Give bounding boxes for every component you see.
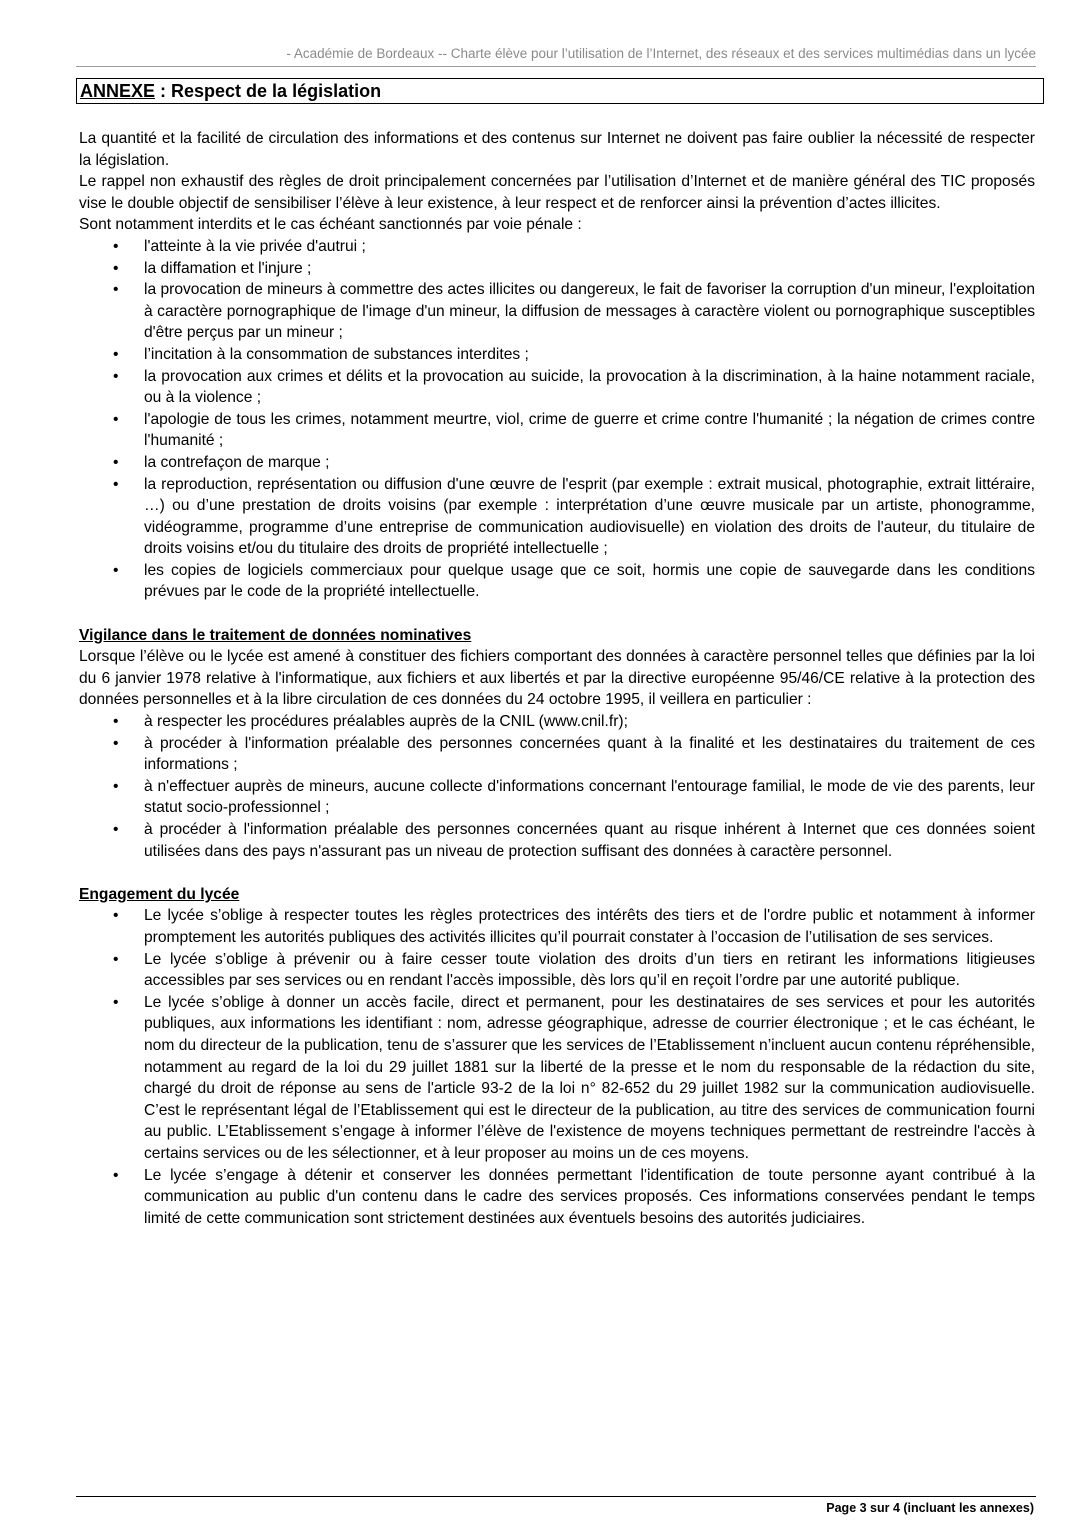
list-item-text: les copies de logiciels commerciaux pour quelque usage que ce soit, hormis une copie de sauvegarde dans les conditions prévues par le code de la propriété intellectuelle. (144, 561, 1035, 601)
list-item-text: Le lycée s’oblige à respecter toutes les règles protectrices des intérêts des tiers et de l'ordre public et notamment à informer promptement les autorités publiques des activités illicites qu’il pourrait constater à l’occasion de l’utilisation de ses services. (144, 907, 1035, 946)
bullet-icon: • (113, 259, 119, 277)
list-item-text: la provocation aux crimes et délits et la provocation au suicide, la provocation à la discrimination, à la haine notamment raciale, ou à la violence ; (144, 367, 1035, 407)
main-content (79, 128, 1035, 1229)
bullet-icon: • (113, 950, 119, 968)
annex-title-prefix: ANNEXE (80, 81, 156, 101)
intro-paragraph-3: Sont notamment interdits et le cas échéant sanctionnés par voie pénale : (79, 216, 582, 234)
bullet-icon: • (113, 345, 119, 363)
list-item-text: la contrefaçon de marque ; (144, 453, 330, 471)
list-item-text: la reproduction, représentation ou diffusion d'une œuvre de l'esprit (par exemple : extrait musical, photographie, extrait littéraire, …) ou d’une prestation de droits voisins (par exemple : interprétation d’une œuvre musicale par un artiste, phonogramme, vidéogramme, programme d’une entreprise de communication audiovisuelle) en violation des droits de l'auteur, du titulaire de droits voisins et/ou du titulaire des droits de propriété intellectuelle ; (144, 475, 1035, 558)
bullet-icon: • (113, 713, 119, 731)
list-item (79, 452, 1035, 474)
bullet-icon: • (113, 475, 119, 493)
bullet-icon: • (113, 821, 119, 838)
vigilance-list (79, 711, 1035, 862)
list-item (79, 819, 1035, 862)
list-item-text: la diffamation et l'injure ; (144, 259, 312, 277)
list-item-text: la provocation de mineurs à commettre des actes illicites ou dangereux, le fait de favoriser la corruption d'un mineur, l'exploitation à caractère pornographique de l'image d'un mineur, la diffusion de messages à caractère violent ou pornographique susceptibles d'être perçus par un mineur ; (144, 281, 1035, 342)
list-item (79, 905, 1035, 948)
list-item-text: Le lycée s’oblige à donner un accès facile, direct et permanent, pour les destinataires de ses services et pour les autorités publiques, aux informations les identifiant : nom, adresse géographique, adresse de courrier électronique ; et le cas échéant, le nom du directeur de la publication, tenu de s’assurer que les services de l’Etablissement n’incluent aucun contenu répréhensible, notamment au regard de la loi du 29 juillet 1881 sur la liberté de la presse et le nom du responsable de la rédaction du site, chargé du droit de réponse au sens de l'article 93-2 de la loi n° 82-652 du 29 juillet 1982 sur la communication audiovisuelle. C’est le représentant légal de l’Etablissement qui est le directeur de la publication, au titre des services de communication fourni au public. L’Etablissement s’engage à informer l’élève de l'existence de moyens techniques permettant de restreindre l'accès à certains services ou de les sélectionner, et à leur proposer au moins un de ces moyens. (144, 993, 1035, 1162)
spacer (79, 862, 1035, 884)
list-item-text: à n'effectuer auprès de mineurs, aucune collecte d'informations concernant l'entourage familial, le mode de vie des parents, leur statut socio-professionnel ; (144, 777, 1035, 817)
list-item-text: Le lycée s’engage à détenir et conserver les données permettant l'identification de toute personne ayant contribué à la communication au public d'un contenu dans le cadre des services proposés. Ces informations conservées pendant le temps limité de cette communication sont strictement destinées aux éventuels besoins des autorités judiciaires. (144, 1166, 1035, 1227)
list-item (79, 258, 1035, 280)
bullet-icon: • (113, 1166, 119, 1184)
intro-paragraph-2: Le rappel non exhaustif des règles de droit principalement concernées par l’utilisation d’Internet et de manière général des TIC proposés vise le double objectif de sensibiliser l’élève à leur existence, à leur respect et de renforcer ainsi la prévention d’actes illicites. (79, 173, 1035, 212)
engagement-list (79, 905, 1035, 1229)
bullet-icon: • (113, 907, 119, 925)
bullet-icon: • (113, 734, 119, 752)
bullet-icon: • (113, 410, 119, 428)
list-item (79, 236, 1035, 258)
list-item-text: Le lycée s’oblige à prévenir ou à faire cesser toute violation des droits d’un tiers en retirant les informations litigieuses accessibles par ses services ou en rendant l'accès impossible, dès lors qu’il en reçoit l’ordre par une autorité publique. (144, 950, 1035, 990)
bullet-icon: • (113, 367, 119, 385)
list-item-text: à respecter les procédures préalables auprès de la CNIL (www.cnil.fr); (144, 713, 628, 731)
annex-title-rest: : Respect de la législation (155, 81, 382, 101)
list-item (79, 279, 1035, 344)
list-item (79, 1165, 1035, 1230)
bullet-icon: • (113, 281, 119, 299)
bullet-icon: • (113, 993, 119, 1011)
bullet-icon: • (113, 777, 119, 795)
engagement-section-title: Engagement du lycée (79, 885, 240, 903)
list-item-text: l'atteinte à la vie privée d'autrui ; (144, 237, 366, 255)
bullet-icon: • (113, 237, 119, 255)
bullet-icon: • (113, 453, 119, 471)
list-item-text: à procéder à l'information préalable des personnes concernées quant à la finalité et les destinataires du traitement de ces informations ; (144, 734, 1035, 774)
page-number: Page 3 sur 4 (incluant les annexes) (826, 1501, 1034, 1515)
vigilance-section-title: Vigilance dans le traitement de données nominatives (79, 626, 472, 644)
list-item (79, 711, 1035, 733)
list-item (79, 949, 1035, 992)
list-item (79, 474, 1035, 560)
list-item (79, 992, 1035, 1165)
list-item (79, 776, 1035, 819)
list-item (79, 560, 1035, 603)
list-item (79, 409, 1035, 452)
annex-title-box (76, 78, 1044, 104)
bullet-icon: • (113, 561, 119, 579)
list-item (79, 733, 1035, 776)
list-item-text: l’incitation à la consommation de substances interdites ; (144, 345, 529, 363)
intro-paragraph-1: La quantité et la facilité de circulation des informations et des contenus sur Internet ne doivent pas faire oublier la nécessité de respecter la législation. (79, 130, 1035, 169)
running-header: - Académie de Bordeaux -- Charte élève pour l’utilisation de l’Internet, des réseaux et des services multimédias dans un lycée (286, 46, 1036, 61)
list-item-text: l'apologie de tous les crimes, notamment meurtre, viol, crime de guerre et crime contre l'humanité ; la négation de crimes contre l'humanité ; (144, 410, 1035, 450)
list-item-text: à procéder à l'information préalable des personnes concernées quant au risque inhérent à Internet que ces données soient utilisées dans des pays n'assurant pas un niveau de protection suffisant des données à caractère personnel. (144, 821, 1035, 860)
header-rule (76, 66, 1036, 67)
spacer (79, 603, 1035, 625)
footer-rule (76, 1496, 1036, 1497)
vigilance-paragraph: Lorsque l’élève ou le lycée est amené à constituer des fichiers comportant des données à caractère personnel telles que définies par la loi du 6 janvier 1978 relative à l'informatique, aux fichiers et aux libertés et par la directive européenne 95/46/CE relative à la protection des données personnelles et à la libre circulation de ces données du 24 octobre 1995, il veillera en particulier : (79, 648, 1035, 709)
list-item (79, 344, 1035, 366)
list-item (79, 366, 1035, 409)
prohibited-list (79, 236, 1035, 603)
